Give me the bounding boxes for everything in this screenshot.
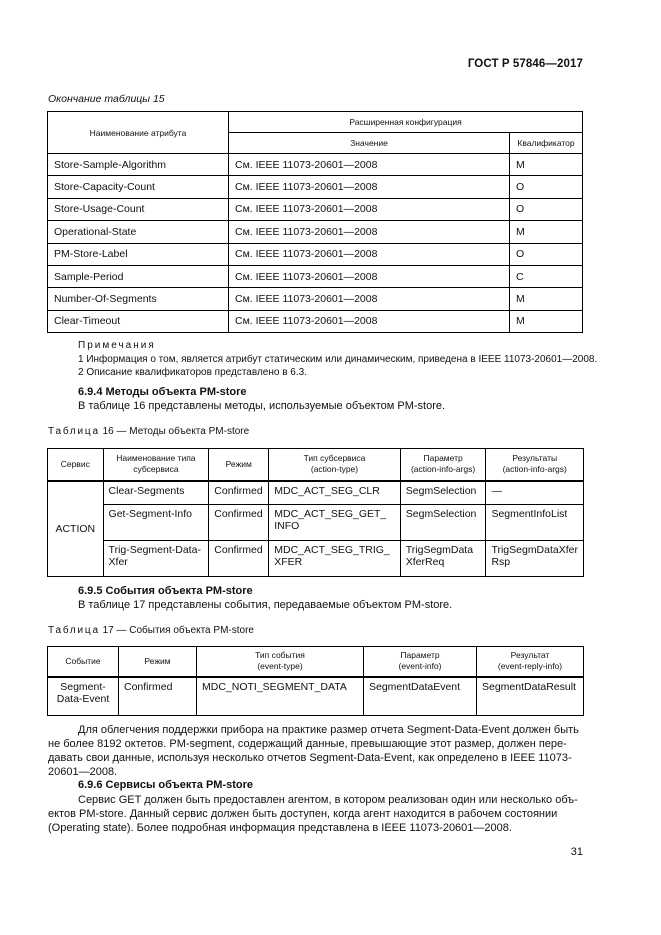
header-qualifier: Квалификатор xyxy=(510,133,583,154)
notes-block xyxy=(78,339,597,380)
header-event-result: Результат (event-reply-info) xyxy=(477,647,584,677)
table17-caption xyxy=(48,625,254,636)
document-header: ГОСТ Р 57846—2017 xyxy=(467,58,583,70)
attr-qualifier-cell: M xyxy=(510,154,583,176)
paragraph-services xyxy=(48,793,584,835)
method-name-cell: Trig-Segment-Data- Xfer xyxy=(103,541,209,577)
attr-value-cell: См. IEEE 11073-20601—2008 xyxy=(229,288,510,310)
paragraph-line: 20601—2008. xyxy=(48,766,118,778)
method-param-cell: SegmSelection xyxy=(400,505,486,541)
table-row xyxy=(48,221,583,243)
attr-name-cell: PM-Store-Label xyxy=(48,243,229,265)
attr-name-cell: Operational-State xyxy=(48,221,229,243)
method-name-cell: Clear-Segments xyxy=(103,481,209,505)
table-row xyxy=(48,310,583,332)
attr-value-cell: См. IEEE 11073-20601—2008 xyxy=(229,243,510,265)
table-row xyxy=(48,288,583,310)
header-service: Сервис xyxy=(48,449,104,481)
attr-qualifier-cell: O xyxy=(510,198,583,220)
attr-qualifier-cell: C xyxy=(510,265,583,287)
events-table xyxy=(47,646,584,716)
caption-text: 16 — Методы объекта PM-store xyxy=(102,426,250,437)
method-result-cell: SegmentInfoList xyxy=(486,505,584,541)
notes-title: Примечания xyxy=(78,340,156,351)
section-heading-695: 6.9.5 События объекта PM-store xyxy=(78,585,253,597)
attr-name-cell: Store-Sample-Algorithm xyxy=(48,154,229,176)
attr-name-cell: Clear-Timeout xyxy=(48,310,229,332)
table16-caption xyxy=(48,426,249,437)
method-mode-cell: Confirmed xyxy=(209,505,269,541)
event-mode-cell: Confirmed xyxy=(119,677,197,716)
header-event: Событие xyxy=(48,647,119,677)
attr-value-cell: См. IEEE 11073-20601—2008 xyxy=(229,154,510,176)
paragraph-line: давать свои данные, используя несколько отчетов Segment-Data-Event, как определено в IEEE 11073- xyxy=(48,752,572,764)
attributes-table xyxy=(47,111,583,333)
table-row xyxy=(48,541,584,577)
event-param-cell: SegmentDataEvent xyxy=(364,677,477,716)
attr-name-cell: Store-Capacity-Count xyxy=(48,176,229,198)
section-text-695: В таблице 17 представлены события, передаваемые объектом PM-store. xyxy=(78,599,453,611)
attr-value-cell: См. IEEE 11073-20601—2008 xyxy=(229,265,510,287)
header-subservice-type: Тип субсервиса (action-type) xyxy=(269,449,401,481)
table-row xyxy=(48,176,583,198)
page-number: 31 xyxy=(570,846,583,858)
table-row xyxy=(48,243,583,265)
attr-name-cell: Sample-Period xyxy=(48,265,229,287)
header-parameter: Параметр (action-info-args) xyxy=(400,449,486,481)
header-extended-config: Расширенная конфигурация xyxy=(229,112,583,133)
attr-value-cell: См. IEEE 11073-20601—2008 xyxy=(229,198,510,220)
table-row xyxy=(48,505,584,541)
table-row xyxy=(48,481,584,505)
attr-value-cell: См. IEEE 11073-20601—2008 xyxy=(229,310,510,332)
header-attribute-name: Наименование атрибута xyxy=(48,112,229,154)
attr-qualifier-cell: M xyxy=(510,221,583,243)
method-param-cell: TrigSegmData XferReq xyxy=(400,541,486,577)
table-row xyxy=(48,154,583,176)
table-continuation-caption: Окончание таблицы 15 xyxy=(48,93,165,105)
method-type-cell: MDC_ACT_SEG_GET_ INFO xyxy=(269,505,401,541)
section-text-694: В таблице 16 представлены методы, используемые объектом PM-store. xyxy=(78,400,446,412)
attr-qualifier-cell: O xyxy=(510,176,583,198)
method-param-cell: SegmSelection xyxy=(400,481,486,505)
table-row xyxy=(48,198,583,220)
table-row xyxy=(48,265,583,287)
paragraph-line: ектов PM-store. Данный сервис должен быть доступен, когда агент находится в рабочем состоянии xyxy=(48,808,558,820)
paragraph-line: не более 8192 октетов. PM-segment, содержащий данные, превышающие этот размер, должен пере- xyxy=(48,738,567,750)
header-event-type: Тип события (event-type) xyxy=(197,647,364,677)
header-event-param: Параметр (event-info) xyxy=(364,647,477,677)
table-row xyxy=(48,677,584,716)
event-type-cell: MDC_NOTI_SEGMENT_DATA xyxy=(197,677,364,716)
paragraph-line: Для облегчения поддержки прибора на практике размер отчета Segment-Data-Event должен быть xyxy=(78,724,579,736)
section-heading-696: 6.9.6 Сервисы объекта PM-store xyxy=(78,779,254,791)
caption-word: Таблица xyxy=(48,625,100,636)
note-2: 2 Описание квалификаторов представлено в 6.3. xyxy=(78,367,307,378)
caption-word: Таблица xyxy=(48,426,100,437)
attr-value-cell: См. IEEE 11073-20601—2008 xyxy=(229,176,510,198)
event-result-cell: SegmentDataResult xyxy=(477,677,584,716)
method-name-cell: Get-Segment-Info xyxy=(103,505,209,541)
method-type-cell: MDC_ACT_SEG_CLR xyxy=(269,481,401,505)
method-mode-cell: Confirmed xyxy=(209,541,269,577)
header-subservice-name: Наименование типа субсервиса xyxy=(103,449,209,481)
service-cell: ACTION xyxy=(48,481,104,577)
attr-qualifier-cell: M xyxy=(510,310,583,332)
paragraph-line: (Operating state). Более подробная информация представлена в IEEE 11073-20601—2008. xyxy=(48,822,512,834)
attr-qualifier-cell: M xyxy=(510,288,583,310)
method-result-cell: TrigSegmDataXfer Rsp xyxy=(486,541,584,577)
attr-name-cell: Number-Of-Segments xyxy=(48,288,229,310)
note-1: 1 Информация о том, является атрибут статическим или динамическим, приведена в IEEE 11073-20601—2008. xyxy=(78,353,598,365)
header-results: Результаты (action-info-args) xyxy=(486,449,584,481)
attr-name-cell: Store-Usage-Count xyxy=(48,198,229,220)
header-value: Значение xyxy=(229,133,510,154)
event-name-cell: Segment- Data-Event xyxy=(48,677,119,716)
attr-value-cell: См. IEEE 11073-20601—2008 xyxy=(229,221,510,243)
header-mode: Режим xyxy=(209,449,269,481)
section-heading-694: 6.9.4 Методы объекта PM-store xyxy=(78,386,247,398)
paragraph-segment-size xyxy=(48,723,584,779)
methods-table xyxy=(47,448,584,577)
attr-qualifier-cell: O xyxy=(510,243,583,265)
method-result-cell: — xyxy=(486,481,584,505)
method-mode-cell: Confirmed xyxy=(209,481,269,505)
caption-text: 17 — События объекта PM-store xyxy=(102,625,254,636)
method-type-cell: MDC_ACT_SEG_TRIG_ XFER xyxy=(269,541,401,577)
paragraph-line: Сервис GET должен быть предоставлен агентом, в котором реализован один или несколько объ- xyxy=(78,794,578,806)
header-mode: Режим xyxy=(119,647,197,677)
